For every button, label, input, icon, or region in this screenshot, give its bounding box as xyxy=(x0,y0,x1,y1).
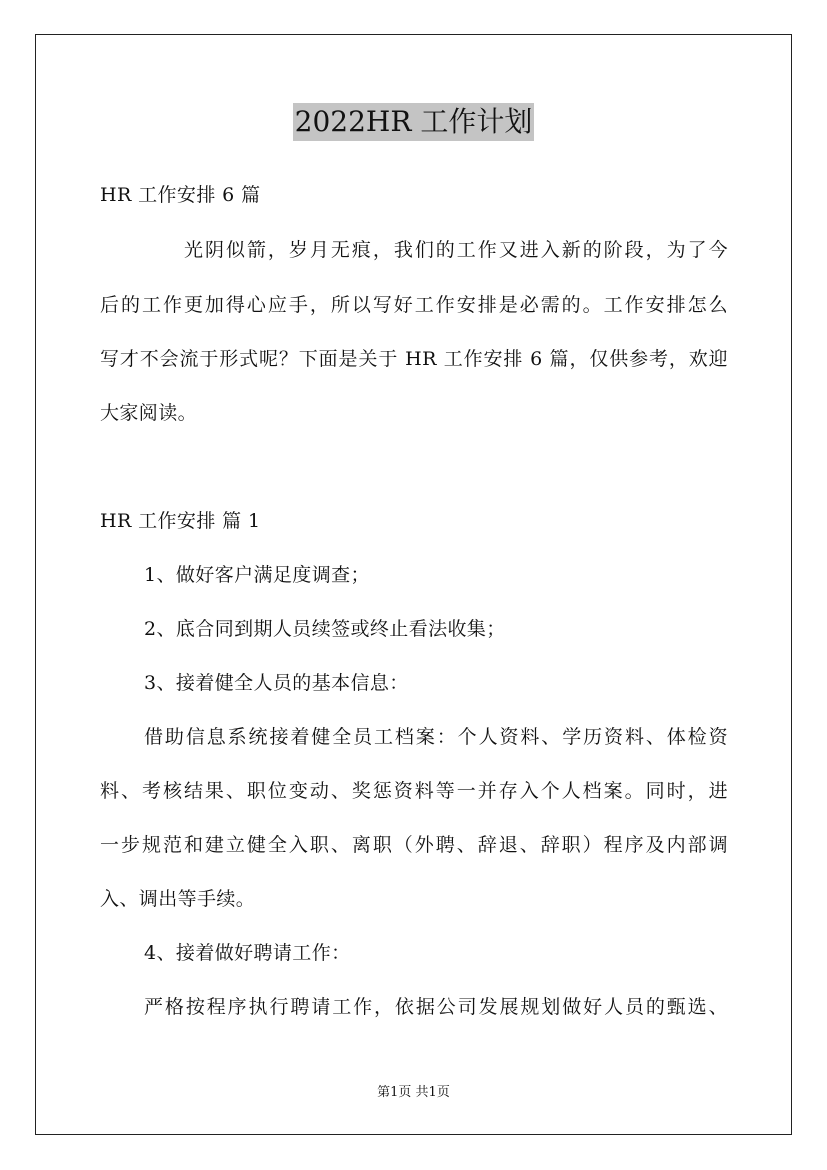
list-item-1: 1、做好客户满足度调查； xyxy=(144,564,370,586)
list-item-4: 4、接着做好聘请工作： xyxy=(144,942,351,964)
item3-body-line-1: 借助信息系统接着健全员工档案：个人资料、学历资料、体检资 xyxy=(144,726,728,748)
item3-body-line-2: 料、考核结果、职位变动、奖惩资料等一并存入个人档案。同时，进 xyxy=(100,780,728,802)
intro-line-3: 写才不会流于形式呢？下面是关于 HR 工作安排 6 篇，仅供参考，欢迎 xyxy=(100,348,728,370)
section-heading: HR 工作安排 篇 1 xyxy=(100,510,261,532)
list-item-3: 3、接着健全人员的基本信息： xyxy=(144,672,409,694)
item3-body-line-3: 一步规范和建立健全入职、离职（外聘、辞退、辞职）程序及内部调 xyxy=(100,834,728,856)
subtitle: HR 工作安排 6 篇 xyxy=(100,184,261,206)
intro-line-2: 后的工作更加得心应手，所以写好工作安排是必需的。工作安排怎么 xyxy=(100,294,728,316)
item4-body-line-1: 严格按程序执行聘请工作，依据公司发展规划做好人员的甄选、 xyxy=(144,996,728,1018)
intro-line-1: 光阴似箭，岁月无痕，我们的工作又进入新的阶段，为了今 xyxy=(184,239,728,261)
title-container xyxy=(0,103,827,141)
page-footer: 第1页 共1页 xyxy=(377,1085,450,1100)
item3-body-line-4: 入、调出等手续。 xyxy=(100,888,256,910)
list-item-2: 2、底合同到期人员续签或终止看法收集； xyxy=(144,618,506,640)
document-title: 2022HR 工作计划 xyxy=(293,103,535,141)
intro-line-4: 大家阅读。 xyxy=(100,402,198,424)
